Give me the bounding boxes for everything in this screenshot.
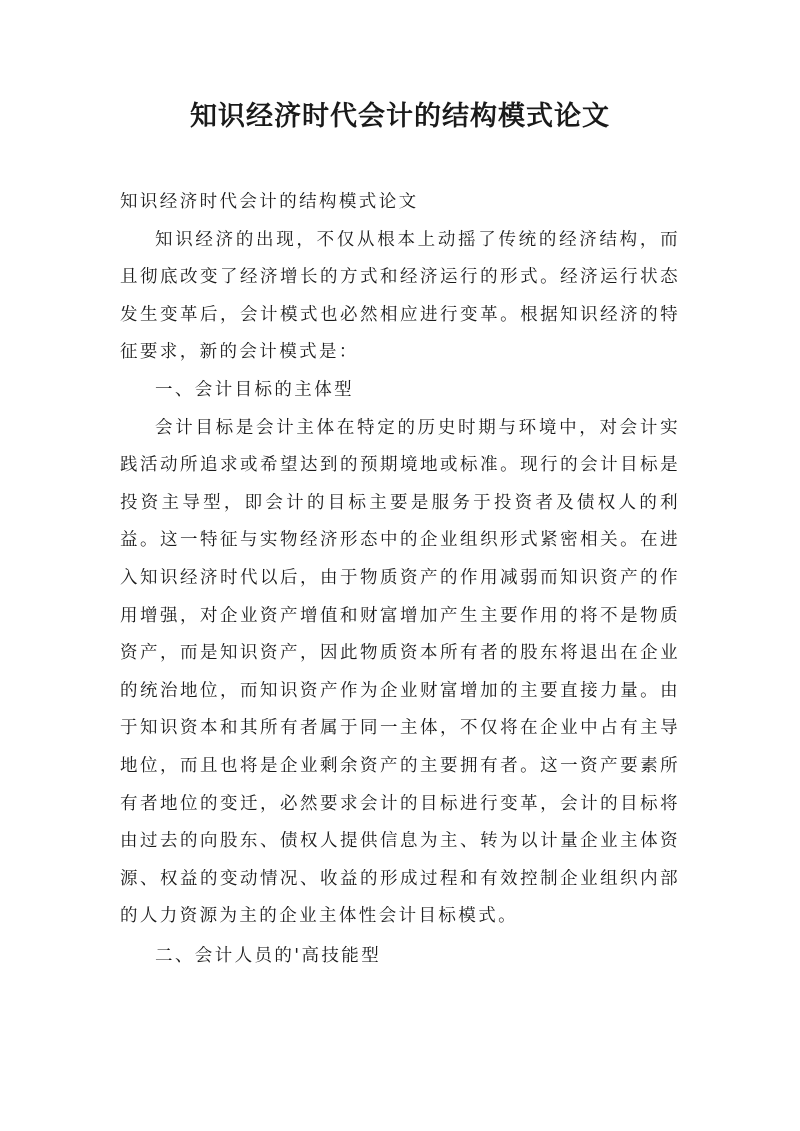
document-body	[120, 184, 680, 975]
section-2-heading: 二、会计人员的'高技能型	[155, 945, 382, 966]
intro-paragraph: 知识经济的出现，不仅从根本上动摇了传统的经济结构，而且彻底改变了经济增长的方式和经济运行的形式。经济运行状态发生变革后，会计模式也必然相应进行变革。根据知识经济的特征要求，新的会计模式是：	[120, 229, 680, 363]
document-title: 知识经济时代会计的结构模式论文	[190, 101, 610, 132]
section-1-heading: 一、会计目标的主体型	[155, 379, 354, 400]
section-1-paragraph: 会计目标是会计主体在特定的历史时期与环境中，对会计实践活动所追求或希望达到的预期境地或标准。现行的会计目标是投资主导型，即会计的目标主要是服务于投资者及债权人的利益。这一特征与实物经济形态中的企业组织形式紧密相关。在进入知识经济时代以后，由于物质资产的作用减弱而知识资产的作用增强，对企业资产增值和财富增加产生主要作用的将不是物质资产，而是知识资产，因此物质资本所有者的股东将退出在企业的统治地位，而知识资产作为企业财富增加的主要直接力量。由于知识资本和其所有者属于同一主体，不仅将在企业中占有主导地位，而且也将是企业剩余资产的主要拥有者。这一资产要素所有者地位的变迁，必然要求会计的目标进行变革，会计的目标将由过去的向股东、债权人提供信息为主、转为以计量企业主体资源、权益的变动情况、收益的形成过程和有效控制企业组织内部的人力资源为主的企业主体性会计目标模式。	[120, 417, 680, 927]
document-subtitle: 知识经济时代会计的结构模式论文	[120, 192, 419, 212]
